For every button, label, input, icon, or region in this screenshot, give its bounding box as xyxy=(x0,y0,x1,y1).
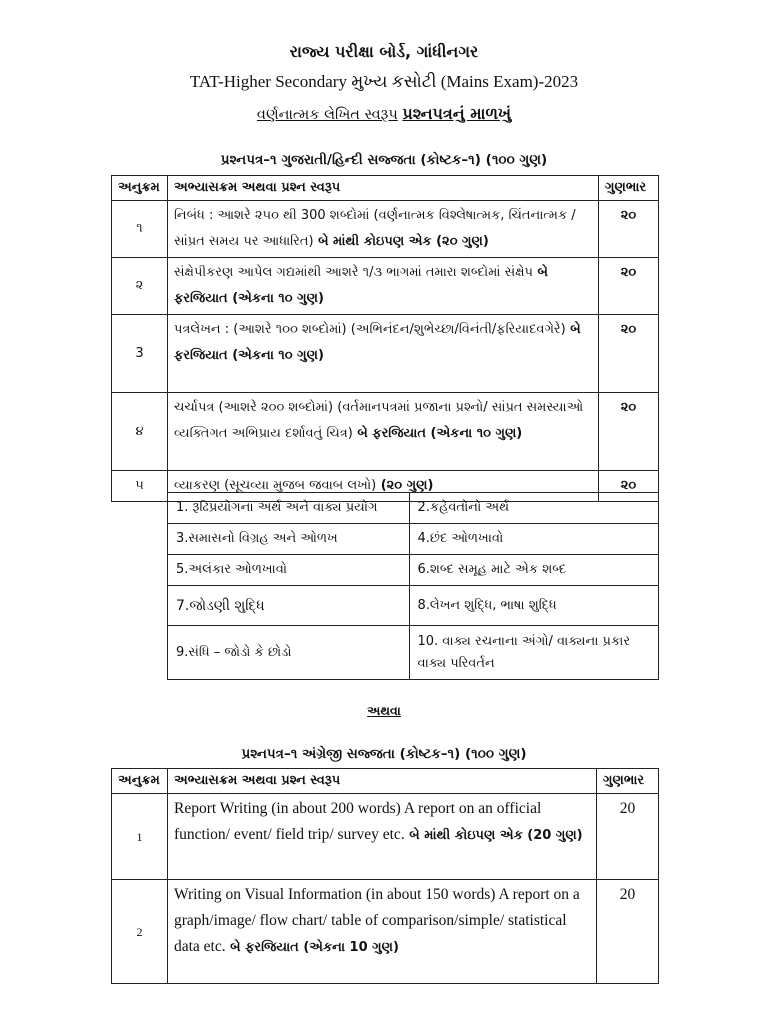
row-marks: 20 xyxy=(597,880,659,984)
format-bold: પ્રશ્નપત્રનું માળખું xyxy=(402,104,512,123)
row-text xyxy=(167,880,596,984)
row-serial: ૧ xyxy=(112,201,168,258)
board-heading: રાજ્ય પરીક્ષા બોર્ડ, ગાંધીનગર xyxy=(289,42,479,61)
row-text xyxy=(167,201,598,258)
table-row xyxy=(112,315,659,393)
grammar-row xyxy=(168,586,659,626)
grammar-row xyxy=(168,493,659,524)
table-header-row xyxy=(112,176,659,201)
paper1-gujarati-title: પ્રશ્નપત્ર–૧ ગુજરાતી/હિન્દી સજ્જતા (કોષ્ટક–૧) (૧૦૦ ગુણ) xyxy=(220,152,548,168)
table-row xyxy=(112,794,659,880)
table-row xyxy=(112,258,659,315)
row-marks: ૨૦ xyxy=(599,258,659,315)
row-marks: ૨૦ xyxy=(599,315,659,393)
grammar-item: 7.જોડણી શુદ્ધિ xyxy=(168,586,410,626)
grammar-item: 5.અલંકાર ઓળખાવો xyxy=(168,555,410,586)
row-text-bold: (૨૦ ગુણ) xyxy=(376,478,434,493)
row-text-plain: ચર્ચાપત્ર (આશરે ૨૦૦ શબ્દોમાં) (વર્તમાનપત્રમાં પ્રજાના પ્રશ્નો/ સાંપ્રત સમસ્યાઓ વ્યક્તિગત અભિપ્રાય દર્શાવતું ચિત્ર) xyxy=(173,400,584,441)
table-header-row xyxy=(112,769,659,794)
row-marks: ૨૦ xyxy=(599,201,659,258)
grammar-item: 2.કહેવતોનો અર્થ xyxy=(409,493,659,524)
row-marks: ૨૦ xyxy=(599,393,659,471)
or-label: અથવા xyxy=(367,703,401,718)
grammar-row xyxy=(168,626,659,680)
row-text-bold: બે ફરજિયાત (એકના ૧૦ ગુણ) xyxy=(173,265,548,306)
paper1-gujarati-table xyxy=(111,175,659,502)
header-serial: અનુક્રમ xyxy=(112,176,168,201)
row-text-plain: પત્રલેખન : (આશરે ૧૦૦ શબ્દોમાં) (અભિનંદન/શુભેચ્છા/વિનંતી/ફરિયાદવગેરે) xyxy=(173,322,566,337)
row-text-bold: બે માંથી કોઇપણ એક (૨૦ ગુણ) xyxy=(313,234,489,249)
header-marks: ગુણભાર xyxy=(597,769,659,794)
row-text-bold: બે માંથી કોઇપણ એક (20 ગુણ) xyxy=(404,828,583,843)
row-serial: ૫ xyxy=(112,471,168,502)
row-marks: ૨૦ xyxy=(599,471,659,502)
grammar-item: 4.છંદ ઓળખાવો xyxy=(409,524,659,555)
row-serial: 3 xyxy=(112,315,168,393)
row-serial: ૨ xyxy=(112,258,168,315)
header-serial: અનુક્રમ xyxy=(112,769,168,794)
row-text xyxy=(167,258,598,315)
header-syllabus: અભ્યાસક્રમ અથવા પ્રશ્ન સ્વરૂપ xyxy=(167,176,598,201)
table-row xyxy=(112,880,659,984)
row-text-plain: સંક્ષેપીકરણ આપેલ ગદ્યમાંથી આશરે ૧/૩ ભાગમાં તમારા શબ્દોમાં સંક્ષેપ xyxy=(173,265,533,280)
header-marks: ગુણભાર xyxy=(599,176,659,201)
grammar-item: 6.શબ્દ સમૂહ માટે એક શબ્દ xyxy=(409,555,659,586)
grammar-item: 1. રૂઢિપ્રયોગના અર્થ અને વાક્ય પ્રયોગ xyxy=(168,493,410,524)
format-heading xyxy=(0,104,768,124)
row-text xyxy=(167,315,598,393)
format-prefix: વર્ણનાત્મક લેખિત સ્વરૂપ xyxy=(256,107,398,123)
or-divider xyxy=(0,703,768,719)
row-text-bold: બે ફરજિયાત (એકના ૧૦ ગુણ) xyxy=(173,322,581,363)
row-text-bold: બે ફરજિયાત (એકના 10 ગુણ) xyxy=(225,940,399,955)
grammar-item: 8.લેખન શુદ્ધિ, ભાષા શુદ્ધિ xyxy=(409,586,659,626)
paper1-english-table xyxy=(111,768,659,984)
grammar-item: 9.સંધિ – જોડો કે છોડો xyxy=(168,626,410,680)
table-row xyxy=(112,393,659,471)
row-text-plain: Report Writing (in about 200 words) A report on an official function/ event/ field trip/ survey etc. xyxy=(173,800,542,843)
row-serial: 1 xyxy=(112,794,168,880)
grammar-row xyxy=(168,555,659,586)
row-serial: 2 xyxy=(112,880,168,984)
grammar-row xyxy=(168,524,659,555)
row-text-plain: વ્યાકરણ (સૂચવ્યા મુજબ જવાબ લખો) xyxy=(173,478,377,493)
row-marks: 20 xyxy=(597,794,659,880)
grammar-item: 10. વાક્ય રચનાના અંગો/ વાક્યના પ્રકાર વાક્ય પરિવર્તન xyxy=(409,626,659,680)
row-text xyxy=(167,393,598,471)
exam-title: TAT-Higher Secondary મુખ્ય કસોટી (Mains Exam)-2023 xyxy=(189,72,579,91)
row-text-plain: નિબંધ : આશરે ૨૫૦ થી 300 શબ્દોમાં (વર્ણનાત્મક વિશ્લેષાત્મક, ચિંતનાત્મક /સાંપ્રત સમય પર આધારિત) xyxy=(173,208,576,249)
row-text-plain: Writing on Visual Information (in about 150 words) A report on a graph/image/ flow chart/ table of comparison/simple/ statistical data etc. xyxy=(173,886,580,955)
paper1-english-title: પ્રશ્નપત્ર–૧ અંગ્રેજી સજ્જતા (કોષ્ટક–૧) (૧૦૦ ગુણ) xyxy=(241,746,527,762)
row-text xyxy=(167,794,596,880)
row-text-bold: બે ફરજિયાત (એકના ૧૦ ગુણ) xyxy=(352,426,523,441)
header-syllabus: અભ્યાસક્રમ અથવા પ્રશ્ન સ્વરૂપ xyxy=(167,769,596,794)
row-serial: ૪ xyxy=(112,393,168,471)
grammar-items-table xyxy=(167,492,659,680)
table-row xyxy=(112,201,659,258)
grammar-item: 3.સમાસનો વિગ્રહ અને ઓળખ xyxy=(168,524,410,555)
